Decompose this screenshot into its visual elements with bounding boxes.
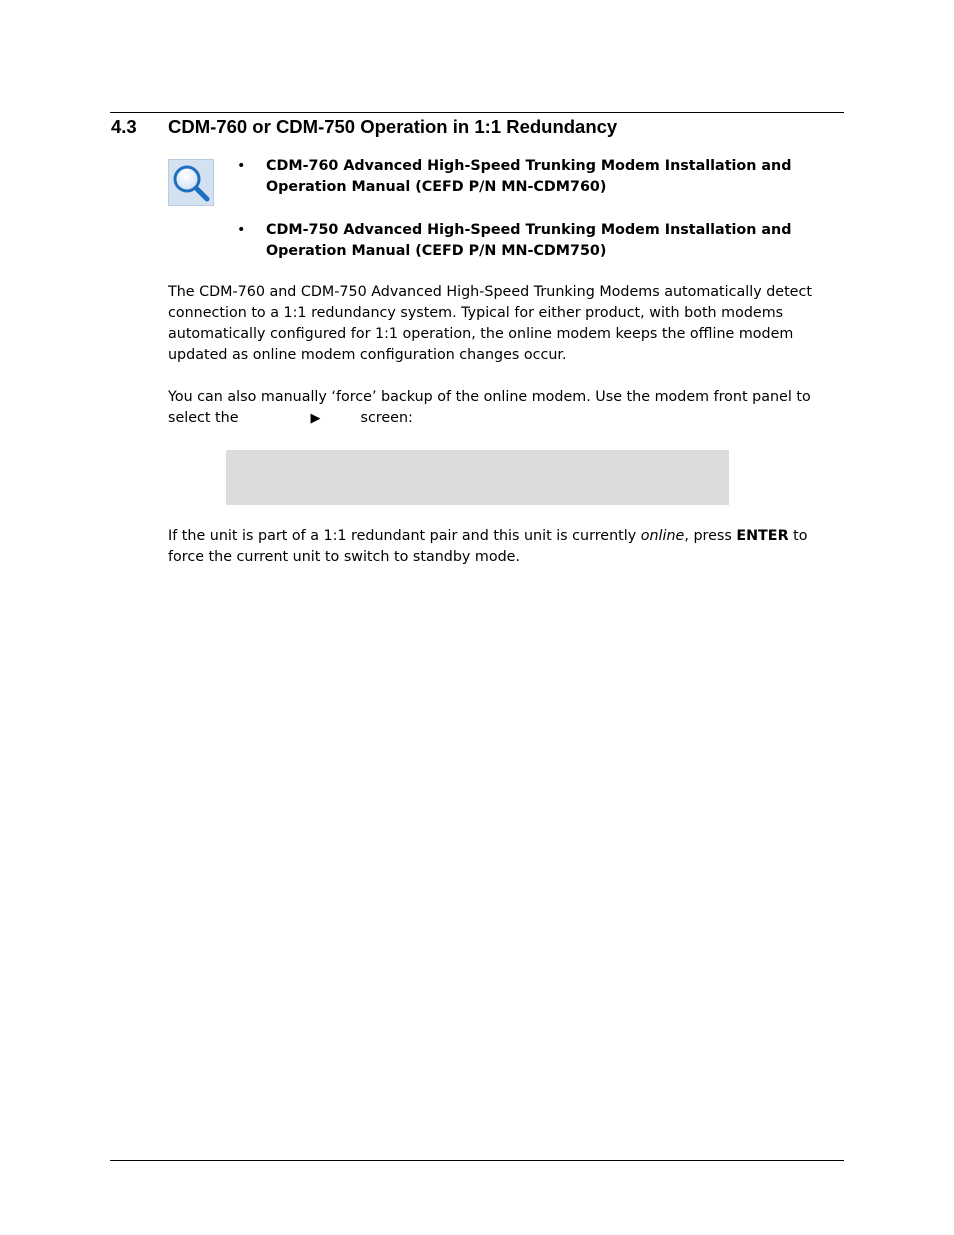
bullet: • xyxy=(237,158,246,174)
standby-text: , press xyxy=(684,528,737,544)
standby-text: to force the current unit to switch to standby mode. xyxy=(168,528,808,565)
force-backup-paragraph xyxy=(168,387,828,429)
online-emphasis: online xyxy=(640,528,685,544)
footer-rule xyxy=(110,1160,844,1161)
section-number: 4.3 xyxy=(111,116,137,137)
bullet: • xyxy=(237,222,246,238)
reference-text: CDM-750 Advanced High-Speed Trunking Modem Installation and Operation Manual (CEFD P/N MN-CDM750) xyxy=(266,222,792,259)
section-heading xyxy=(111,115,831,139)
reference-item xyxy=(237,156,837,198)
force-screen-text: screen: xyxy=(360,410,413,426)
magnifier-icon xyxy=(168,159,214,206)
standby-paragraph xyxy=(168,526,828,568)
reference-text: CDM-760 Advanced High-Speed Trunking Modem Installation and Operation Manual (CEFD P/N MN-CDM760) xyxy=(266,158,792,195)
force-select-text: select the xyxy=(168,410,239,426)
force-line-1: You can also manually ‘force’ backup of the online modem. Use the modem front panel to xyxy=(168,389,811,405)
header-rule xyxy=(110,112,844,113)
reference-list xyxy=(237,156,837,284)
section-title: CDM-760 or CDM-750 Operation in 1:1 Redundancy xyxy=(168,116,618,137)
menu-arrow-icon: ▶ xyxy=(310,411,321,426)
reference-item xyxy=(237,220,837,262)
standby-text: If the unit is part of a 1:1 redundant pair and this unit is currently xyxy=(168,528,641,544)
enter-key-label: ENTER xyxy=(736,528,789,544)
front-panel-screen xyxy=(226,450,729,505)
intro-paragraph: The CDM-760 and CDM-750 Advanced High-Speed Trunking Modems automatically detect connection to a 1:1 redundancy system. Typical for either product, with both modems automatically configured for 1:1 operation, the online modem keeps the offline modem updated as online modem configuration changes occur. xyxy=(168,284,812,363)
